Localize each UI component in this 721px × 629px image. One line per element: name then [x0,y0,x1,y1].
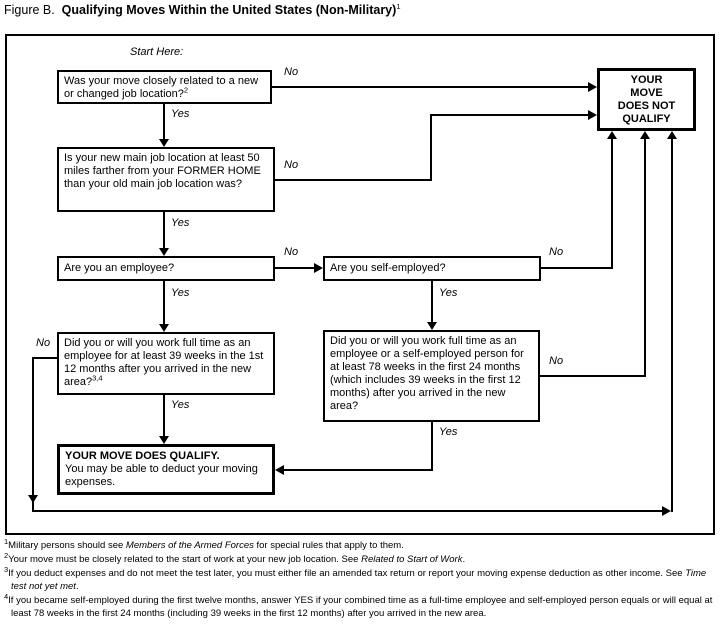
arrowhead-q2-no [588,110,597,120]
connector-q6-no-h [540,375,646,377]
connector-q5-no-v [32,357,34,512]
arrowhead-q4-yes [427,322,437,330]
q5-39-weeks-box [57,332,275,395]
connector-q1-no [272,86,589,88]
arrowhead-q5-no-down [28,495,38,503]
footnote-4 [4,591,718,620]
footnote-3 [4,564,718,593]
arrowhead-q5-yes [159,436,169,444]
footnotes [4,536,718,621]
q5-text: Did you or will you work full time as an employee for at least 39 weeks in the 1st 12 months after you arrived in the new area? [64,337,264,388]
footnote-3-text: If you deduct expenses and do not meet the test later, you must either file an amended tax return or report your moving expense deduction as other income. See [8,568,686,579]
label-q1-no: No [284,66,299,78]
connector-q4-no-v [611,137,613,269]
footnote-1 [4,536,718,552]
not-qualify-box [597,68,696,131]
footnote-4-num: 4 [4,591,9,601]
arrowhead-q3-yes [159,324,169,332]
footnote-4-text: If you became self-employed during the first twelve months, answer YES if your combined time as a full-time employee and self-employed person equals or will equal at least 78 weeks in the first 24 months (including 39 weeks in the first 12 months) after you arrived in the new area. [8,595,713,619]
q5-footnote-ref: 3,4 [92,373,103,383]
connector-q3-no [275,267,315,269]
connector-q2-yes [163,212,165,250]
connector-q5-no-h [32,357,57,359]
arrowhead-q1-no [588,82,597,92]
footnote-2-num: 2 [4,550,9,560]
figure-title [4,3,400,17]
label-q2-no: No [284,159,299,171]
footnote-1-num: 1 [4,536,9,546]
label-q3-no: No [284,246,299,258]
label-q4-yes: Yes [439,287,458,299]
start-here-label: Start Here: [130,46,184,58]
q3-text: Are you an employee? [64,262,175,274]
connector-q4-no-h [541,267,613,269]
arrowhead-bottom-right [662,506,671,516]
label-q1-yes: Yes [171,108,190,120]
connector-q4-yes [431,281,433,326]
connector-q2-no-h2 [430,114,589,116]
arrowhead-q6-yes [275,465,284,475]
label-q6-yes: Yes [439,426,458,438]
footnote-2 [4,550,718,566]
label-q2-yes: Yes [171,217,190,229]
arrowhead-q4-no [607,131,617,139]
arrowhead-right-up [667,131,677,139]
figure-title-footnote-ref: 1 [396,1,401,11]
arrowhead-q3-no [314,263,323,273]
not-qualify-line4: QUALIFY [622,112,671,125]
label-q5-no: No [36,337,51,349]
connector-q6-yes-v [431,422,433,470]
label-q3-yes: Yes [171,287,190,299]
not-qualify-line3: DOES NOT [617,99,676,112]
qualify-body: You may be able to deduct your moving expenses. [65,463,258,488]
q1-job-location-box [57,70,272,104]
q1-text: Was your move closely related to a new or changed job location? [64,75,259,100]
q2-fifty-miles-box [57,147,275,212]
connector-q5-yes [163,395,165,438]
arrowhead-q1-yes [159,139,169,147]
figure-title-prefix: Figure B. [4,3,55,17]
footnote-3-text2: . [75,581,79,592]
footnote-3-italic: Time test not yet met [11,568,707,592]
q1-footnote-ref: 2 [183,85,189,95]
connector-q6-yes-h [284,469,433,471]
q6-78-weeks-box [323,330,540,422]
q4-text: Are you self-employed? [330,262,446,274]
connector-q2-no-v [430,114,432,181]
not-qualify-line1: YOUR [630,73,663,86]
footnote-1-text: Military persons should see [8,540,126,551]
footnote-1-text2: for special rules that apply to them. [253,540,404,551]
not-qualify-line2: MOVE [630,86,663,99]
footnote-2-italic: Related to Start of Work [361,554,463,565]
q6-text: Did you or will you work full time as an employee or a self-employed person for at least 78 weeks in the first 24 months (which includes 39 weeks in the first 12 months) after you arrived in the new area? [330,335,524,412]
q3-employee-box [57,256,275,281]
qualify-title: YOUR MOVE DOES QUALIFY. [65,450,220,462]
label-q6-no: No [549,355,564,367]
label-q4-no: No [549,246,564,258]
connector-right-v [671,137,673,512]
arrowhead-q2-yes [159,248,169,256]
qualify-box [57,444,275,495]
q2-text: Is your new main job location at least 50 miles farther from your FORMER HOME than your old main job location was? [64,152,261,190]
connector-q1-yes [163,104,165,141]
q4-self-employed-box [323,256,541,281]
footnote-2-text2: . [462,554,466,565]
connector-q2-no-h1 [275,179,432,181]
label-q5-yes: Yes [171,399,190,411]
connector-bottom-h [32,510,663,512]
connector-q6-no-v [644,137,646,377]
footnote-1-italic: Members of the Armed Forces [125,540,254,551]
footnote-2-text: Your move must be closely related to the start of work at your new job location. See [8,554,362,565]
arrowhead-q6-no [640,131,650,139]
connector-q3-yes [163,281,165,326]
figure-title-main: Qualifying Moves Within the United States (Non-Military) [61,3,397,17]
footnote-3-num: 3 [4,564,9,574]
